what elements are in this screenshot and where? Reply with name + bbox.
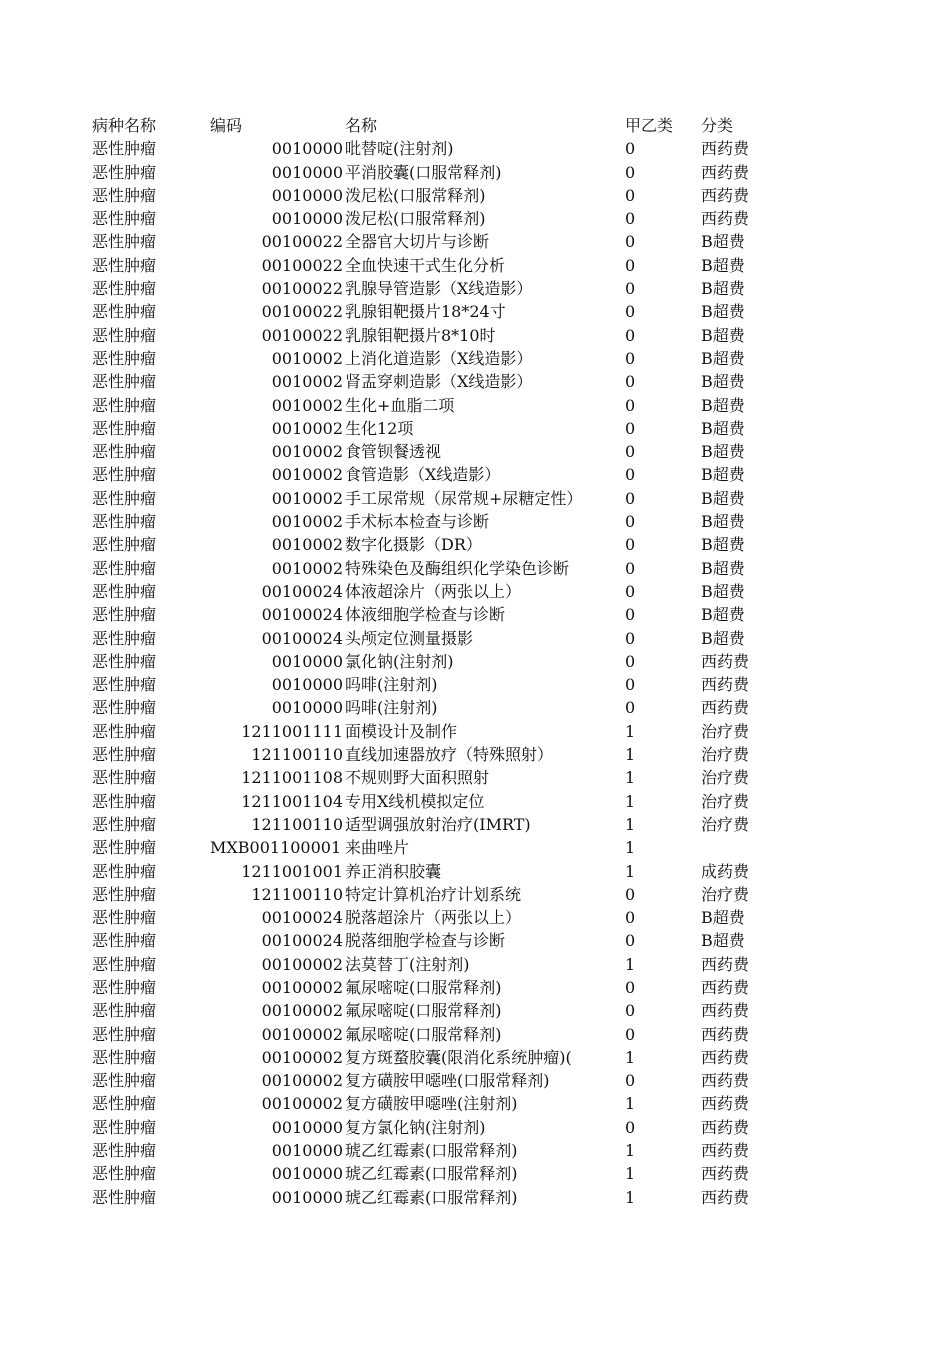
table-row xyxy=(0,370,950,393)
cell-disease: 恶性肿瘤 xyxy=(92,558,157,578)
cell-class-ab: 0 xyxy=(625,488,636,508)
cell-disease: 恶性肿瘤 xyxy=(92,1024,157,1044)
cell-category: 治疗费 xyxy=(701,814,750,834)
cell-class-ab: 1 xyxy=(625,954,636,974)
table-row xyxy=(0,743,950,766)
cell-code: 1211001111 xyxy=(241,721,343,741)
table-row xyxy=(0,1186,950,1209)
cell-category: B超费 xyxy=(701,535,745,555)
cell-name: 吗啡(注射剂) xyxy=(345,698,438,718)
cell-name: 乳腺钼靶摄片18*24寸 xyxy=(345,302,506,322)
cell-category: 西药费 xyxy=(701,185,750,205)
cell-disease: 恶性肿瘤 xyxy=(92,302,157,322)
cell-name: 脱落细胞学检查与诊断 xyxy=(345,931,506,951)
cell-code: 0010002 xyxy=(271,535,343,555)
cell-code: 0010000 xyxy=(271,698,343,718)
cell-category: 西药费 xyxy=(701,139,750,159)
cell-class-ab: 0 xyxy=(625,418,636,438)
table-row xyxy=(0,230,950,253)
table-row xyxy=(0,440,950,463)
cell-name: 复方磺胺甲噁唑(注射剂) xyxy=(345,1094,518,1114)
cell-code: 0010000 xyxy=(271,651,343,671)
cell-name: 复方磺胺甲噁唑(口服常释剂) xyxy=(345,1071,550,1091)
cell-name: 来曲唑片 xyxy=(345,838,410,858)
header-code: 编码 xyxy=(210,116,243,135)
cell-code: 00100002 xyxy=(261,1094,343,1114)
table-row xyxy=(0,906,950,929)
cell-category: 西药费 xyxy=(701,209,750,229)
cell-category: 西药费 xyxy=(701,1187,750,1207)
cell-category: 西药费 xyxy=(701,1001,750,1021)
cell-name: 肾盂穿刺造影（X线造影） xyxy=(345,372,533,392)
cell-name: 全器官大切片与诊断 xyxy=(345,232,490,252)
cell-name: 生化12项 xyxy=(345,418,414,438)
cell-code: 00100002 xyxy=(261,1071,343,1091)
cell-code: 0010000 xyxy=(271,209,343,229)
cell-name: 适型调强放射治疗(IMRT) xyxy=(345,814,531,834)
header-class-ab: 甲乙类 xyxy=(625,116,674,135)
cell-name: 手工尿常规（尿常规+尿糖定性） xyxy=(345,488,583,508)
cell-class-ab: 1 xyxy=(625,791,636,811)
cell-disease: 恶性肿瘤 xyxy=(92,651,157,671)
cell-class-ab: 0 xyxy=(625,512,636,532)
table-row xyxy=(0,533,950,556)
table-row xyxy=(0,300,950,323)
cell-code: 00100002 xyxy=(261,977,343,997)
cell-name: 手术标本检查与诊断 xyxy=(345,512,490,532)
cell-category: 西药费 xyxy=(701,977,750,997)
cell-name: 养正消积胶囊 xyxy=(345,861,442,881)
table-row xyxy=(0,580,950,603)
cell-category: 治疗费 xyxy=(701,768,750,788)
cell-class-ab: 0 xyxy=(625,302,636,322)
cell-class-ab: 1 xyxy=(625,814,636,834)
cell-category: B超费 xyxy=(701,605,745,625)
cell-category: 西药费 xyxy=(701,698,750,718)
cell-code: 00100002 xyxy=(261,1024,343,1044)
cell-disease: 恶性肿瘤 xyxy=(92,348,157,368)
cell-disease: 恶性肿瘤 xyxy=(92,698,157,718)
table-row xyxy=(0,953,950,976)
table-row xyxy=(0,463,950,486)
cell-name: 体液细胞学检查与诊断 xyxy=(345,605,506,625)
cell-code: 0010000 xyxy=(271,139,343,159)
cell-category: B超费 xyxy=(701,628,745,648)
cell-disease: 恶性肿瘤 xyxy=(92,535,157,555)
cell-class-ab: 0 xyxy=(625,581,636,601)
cell-category: B超费 xyxy=(701,372,745,392)
cell-code: 0010000 xyxy=(271,162,343,182)
cell-name: 特殊染色及酶组织化学染色诊断 xyxy=(345,558,570,578)
cell-disease: 恶性肿瘤 xyxy=(92,465,157,485)
cell-class-ab: 1 xyxy=(625,721,636,741)
cell-name: 头颅定位测量摄影 xyxy=(345,628,474,648)
cell-code: 00100024 xyxy=(261,908,343,928)
table-row xyxy=(0,836,950,859)
cell-disease: 恶性肿瘤 xyxy=(92,1047,157,1067)
cell-name: 体液超涂片（两张以上） xyxy=(345,581,522,601)
cell-code: 00100002 xyxy=(261,954,343,974)
cell-code: 00100022 xyxy=(261,255,343,275)
cell-category: 西药费 xyxy=(701,675,750,695)
cell-code: 0010000 xyxy=(271,1187,343,1207)
cell-name: 特定计算机治疗计划系统 xyxy=(345,884,522,904)
cell-code: 0010000 xyxy=(271,1117,343,1137)
cell-category: 西药费 xyxy=(701,1094,750,1114)
cell-name: 生化+血脂二项 xyxy=(345,395,455,415)
cell-disease: 恶性肿瘤 xyxy=(92,139,157,159)
cell-disease: 恶性肿瘤 xyxy=(92,721,157,741)
cell-class-ab: 0 xyxy=(625,279,636,299)
cell-category: 西药费 xyxy=(701,1024,750,1044)
cell-disease: 恶性肿瘤 xyxy=(92,605,157,625)
cell-class-ab: 1 xyxy=(625,861,636,881)
cell-disease: 恶性肿瘤 xyxy=(92,418,157,438)
cell-disease: 恶性肿瘤 xyxy=(92,232,157,252)
cell-category: 西药费 xyxy=(701,1141,750,1161)
cell-name: 琥乙红霉素(口服常释剂) xyxy=(345,1164,518,1184)
cell-name: 脱落超涂片（两张以上） xyxy=(345,908,522,928)
table-row xyxy=(0,883,950,906)
cell-disease: 恶性肿瘤 xyxy=(92,814,157,834)
table-row xyxy=(0,860,950,883)
table-row xyxy=(0,976,950,999)
cell-code: 1211001001 xyxy=(241,861,343,881)
cell-name: 法莫替丁(注射剂) xyxy=(345,954,470,974)
cell-name: 数字化摄影（DR） xyxy=(345,535,482,555)
cell-class-ab: 0 xyxy=(625,558,636,578)
cell-category: 治疗费 xyxy=(701,745,750,765)
cell-class-ab: 0 xyxy=(625,628,636,648)
cell-class-ab: 0 xyxy=(625,931,636,951)
table-row xyxy=(0,254,950,277)
cell-class-ab: 0 xyxy=(625,1117,636,1137)
cell-disease: 恶性肿瘤 xyxy=(92,325,157,345)
table-row xyxy=(0,790,950,813)
table-row xyxy=(0,929,950,952)
table-row xyxy=(0,557,950,580)
cell-disease: 恶性肿瘤 xyxy=(92,884,157,904)
cell-code: 121100110 xyxy=(251,745,343,765)
cell-code: 0010000 xyxy=(271,1141,343,1161)
cell-disease: 恶性肿瘤 xyxy=(92,255,157,275)
cell-disease: 恶性肿瘤 xyxy=(92,372,157,392)
cell-code: 00100002 xyxy=(261,1047,343,1067)
table-row xyxy=(0,1092,950,1115)
cell-disease: 恶性肿瘤 xyxy=(92,1187,157,1207)
cell-code: 1211001104 xyxy=(241,791,343,811)
cell-class-ab: 1 xyxy=(625,1094,636,1114)
cell-category: B超费 xyxy=(701,512,745,532)
cell-category: B超费 xyxy=(701,442,745,462)
cell-category: 成药费 xyxy=(701,861,750,881)
table-row xyxy=(0,510,950,533)
cell-category: B超费 xyxy=(701,395,745,415)
table-row xyxy=(0,1116,950,1139)
table-row xyxy=(0,394,950,417)
cell-class-ab: 0 xyxy=(625,348,636,368)
table-row xyxy=(0,137,950,160)
table-body xyxy=(0,137,950,1209)
table-row xyxy=(0,487,950,510)
cell-category: 西药费 xyxy=(701,162,750,182)
header-disease: 病种名称 xyxy=(92,116,157,135)
cell-disease: 恶性肿瘤 xyxy=(92,395,157,415)
table-row xyxy=(0,720,950,743)
cell-class-ab: 0 xyxy=(625,651,636,671)
cell-class-ab: 0 xyxy=(625,535,636,555)
cell-disease: 恶性肿瘤 xyxy=(92,488,157,508)
cell-class-ab: 0 xyxy=(625,977,636,997)
cell-disease: 恶性肿瘤 xyxy=(92,768,157,788)
cell-name: 复方斑蝥胶囊(限消化系统肿瘤)( xyxy=(345,1047,572,1067)
cell-disease: 恶性肿瘤 xyxy=(92,185,157,205)
cell-class-ab: 0 xyxy=(625,884,636,904)
cell-class-ab: 1 xyxy=(625,1141,636,1161)
cell-code: 00100024 xyxy=(261,581,343,601)
cell-code: 00100024 xyxy=(261,628,343,648)
cell-disease: 恶性肿瘤 xyxy=(92,1094,157,1114)
table-row xyxy=(0,184,950,207)
cell-code: 1211001108 xyxy=(241,768,343,788)
cell-category: 西药费 xyxy=(701,1047,750,1067)
table-row xyxy=(0,999,950,1022)
cell-name: 吡替啶(注射剂) xyxy=(345,139,454,159)
cell-category: B超费 xyxy=(701,581,745,601)
cell-code: 0010000 xyxy=(271,1164,343,1184)
cell-class-ab: 0 xyxy=(625,698,636,718)
cell-code: 00100002 xyxy=(261,1001,343,1021)
cell-class-ab: 0 xyxy=(625,465,636,485)
cell-name: 乳腺导管造影（X线造影） xyxy=(345,279,533,299)
cell-code: 0010002 xyxy=(271,348,343,368)
cell-code: 0010002 xyxy=(271,395,343,415)
table-row xyxy=(0,1139,950,1162)
cell-class-ab: 0 xyxy=(625,255,636,275)
cell-code: 00100024 xyxy=(261,605,343,625)
cell-name: 吗啡(注射剂) xyxy=(345,675,438,695)
cell-disease: 恶性肿瘤 xyxy=(92,442,157,462)
cell-disease: 恶性肿瘤 xyxy=(92,931,157,951)
cell-class-ab: 0 xyxy=(625,162,636,182)
cell-disease: 恶性肿瘤 xyxy=(92,675,157,695)
cell-category: B超费 xyxy=(701,488,745,508)
table-row xyxy=(0,417,950,440)
table-row xyxy=(0,1069,950,1092)
cell-code: 00100022 xyxy=(261,232,343,252)
cell-class-ab: 1 xyxy=(625,1164,636,1184)
cell-name: 泼尼松(口服常释剂) xyxy=(345,209,486,229)
cell-disease: 恶性肿瘤 xyxy=(92,162,157,182)
cell-name: 不规则野大面积照射 xyxy=(345,768,490,788)
cell-category: B超费 xyxy=(701,465,745,485)
cell-name: 专用X线机模拟定位 xyxy=(345,791,485,811)
cell-category: B超费 xyxy=(701,255,745,275)
cell-code: 00100022 xyxy=(261,279,343,299)
table-row xyxy=(0,324,950,347)
cell-name: 上消化道造影（X线造影） xyxy=(345,348,533,368)
cell-category: 治疗费 xyxy=(701,721,750,741)
cell-class-ab: 0 xyxy=(625,605,636,625)
table-row xyxy=(0,650,950,673)
cell-class-ab: 0 xyxy=(625,185,636,205)
cell-category: B超费 xyxy=(701,348,745,368)
cell-name: 氯化钠(注射剂) xyxy=(345,651,454,671)
cell-class-ab: 0 xyxy=(625,325,636,345)
cell-class-ab: 0 xyxy=(625,1001,636,1021)
cell-code: 121100110 xyxy=(251,814,343,834)
cell-disease: 恶性肿瘤 xyxy=(92,279,157,299)
table-row xyxy=(0,161,950,184)
cell-disease: 恶性肿瘤 xyxy=(92,209,157,229)
cell-code: MXB001100001 xyxy=(210,838,342,858)
cell-disease: 恶性肿瘤 xyxy=(92,791,157,811)
table-row xyxy=(0,766,950,789)
cell-name: 氟尿嘧啶(口服常释剂) xyxy=(345,977,502,997)
table-row xyxy=(0,1046,950,1069)
cell-name: 全血快速干式生化分析 xyxy=(345,255,506,275)
cell-code: 00100024 xyxy=(261,931,343,951)
cell-class-ab: 0 xyxy=(625,139,636,159)
cell-category: 西药费 xyxy=(701,651,750,671)
cell-name: 平消胶囊(口服常释剂) xyxy=(345,162,502,182)
cell-code: 0010000 xyxy=(271,675,343,695)
cell-category: B超费 xyxy=(701,908,745,928)
cell-class-ab: 0 xyxy=(625,675,636,695)
cell-category: B超费 xyxy=(701,325,745,345)
cell-name: 直线加速器放疗（特殊照射） xyxy=(345,745,554,765)
cell-code: 0010002 xyxy=(271,558,343,578)
header-row xyxy=(0,114,950,137)
cell-disease: 恶性肿瘤 xyxy=(92,512,157,532)
cell-disease: 恶性肿瘤 xyxy=(92,838,157,858)
cell-code: 00100022 xyxy=(261,325,343,345)
cell-class-ab: 0 xyxy=(625,372,636,392)
cell-name: 食管造影（X线造影） xyxy=(345,465,501,485)
cell-class-ab: 1 xyxy=(625,1187,636,1207)
table-row xyxy=(0,813,950,836)
cell-name: 泼尼松(口服常释剂) xyxy=(345,185,486,205)
cell-disease: 恶性肿瘤 xyxy=(92,861,157,881)
cell-class-ab: 1 xyxy=(625,768,636,788)
cell-disease: 恶性肿瘤 xyxy=(92,977,157,997)
header-category: 分类 xyxy=(701,116,734,135)
cell-disease: 恶性肿瘤 xyxy=(92,628,157,648)
cell-disease: 恶性肿瘤 xyxy=(92,908,157,928)
header-name: 名称 xyxy=(345,116,378,135)
cell-code: 121100110 xyxy=(251,884,343,904)
cell-category: B超费 xyxy=(701,418,745,438)
cell-class-ab: 0 xyxy=(625,1024,636,1044)
cell-category: 西药费 xyxy=(701,1117,750,1137)
cell-category: 治疗费 xyxy=(701,884,750,904)
cell-disease: 恶性肿瘤 xyxy=(92,1164,157,1184)
cell-category: 西药费 xyxy=(701,1164,750,1184)
table-row xyxy=(0,347,950,370)
cell-category: B超费 xyxy=(701,232,745,252)
table-row xyxy=(0,1162,950,1185)
cell-disease: 恶性肿瘤 xyxy=(92,745,157,765)
cell-disease: 恶性肿瘤 xyxy=(92,1117,157,1137)
cell-class-ab: 0 xyxy=(625,209,636,229)
cell-name: 食管钡餐透视 xyxy=(345,442,442,462)
cell-code: 0010002 xyxy=(271,465,343,485)
cell-category: B超费 xyxy=(701,302,745,322)
table-row xyxy=(0,627,950,650)
cell-disease: 恶性肿瘤 xyxy=(92,954,157,974)
cell-class-ab: 0 xyxy=(625,908,636,928)
cell-code: 0010002 xyxy=(271,418,343,438)
cell-disease: 恶性肿瘤 xyxy=(92,1141,157,1161)
table-row xyxy=(0,277,950,300)
cell-code: 0010002 xyxy=(271,442,343,462)
cell-class-ab: 0 xyxy=(625,232,636,252)
cell-category: B超费 xyxy=(701,558,745,578)
cell-disease: 恶性肿瘤 xyxy=(92,581,157,601)
cell-class-ab: 0 xyxy=(625,442,636,462)
cell-code: 00100022 xyxy=(261,302,343,322)
cell-code: 0010002 xyxy=(271,372,343,392)
cell-class-ab: 0 xyxy=(625,1071,636,1091)
table-row xyxy=(0,1023,950,1046)
cell-class-ab: 1 xyxy=(625,838,636,858)
cell-name: 琥乙红霉素(口服常释剂) xyxy=(345,1187,518,1207)
cell-category: B超费 xyxy=(701,279,745,299)
cell-class-ab: 1 xyxy=(625,745,636,765)
cell-name: 氟尿嘧啶(口服常释剂) xyxy=(345,1001,502,1021)
cell-code: 0010002 xyxy=(271,488,343,508)
cell-class-ab: 1 xyxy=(625,1047,636,1067)
table-row xyxy=(0,603,950,626)
table-row xyxy=(0,696,950,719)
cell-category: 西药费 xyxy=(701,954,750,974)
cell-category: 治疗费 xyxy=(701,791,750,811)
table-row xyxy=(0,673,950,696)
cell-class-ab: 0 xyxy=(625,395,636,415)
cell-name: 乳腺钼靶摄片8*10时 xyxy=(345,325,496,345)
cell-disease: 恶性肿瘤 xyxy=(92,1071,157,1091)
cell-name: 琥乙红霉素(口服常释剂) xyxy=(345,1141,518,1161)
cell-category: B超费 xyxy=(701,931,745,951)
cell-name: 氟尿嘧啶(口服常释剂) xyxy=(345,1024,502,1044)
cell-disease: 恶性肿瘤 xyxy=(92,1001,157,1021)
cell-code: 0010000 xyxy=(271,185,343,205)
cell-name: 面模设计及制作 xyxy=(345,721,458,741)
cell-code: 0010002 xyxy=(271,512,343,532)
cell-category: 西药费 xyxy=(701,1071,750,1091)
spreadsheet-table xyxy=(0,114,950,1209)
table-row xyxy=(0,207,950,230)
cell-name: 复方氯化钠(注射剂) xyxy=(345,1117,486,1137)
